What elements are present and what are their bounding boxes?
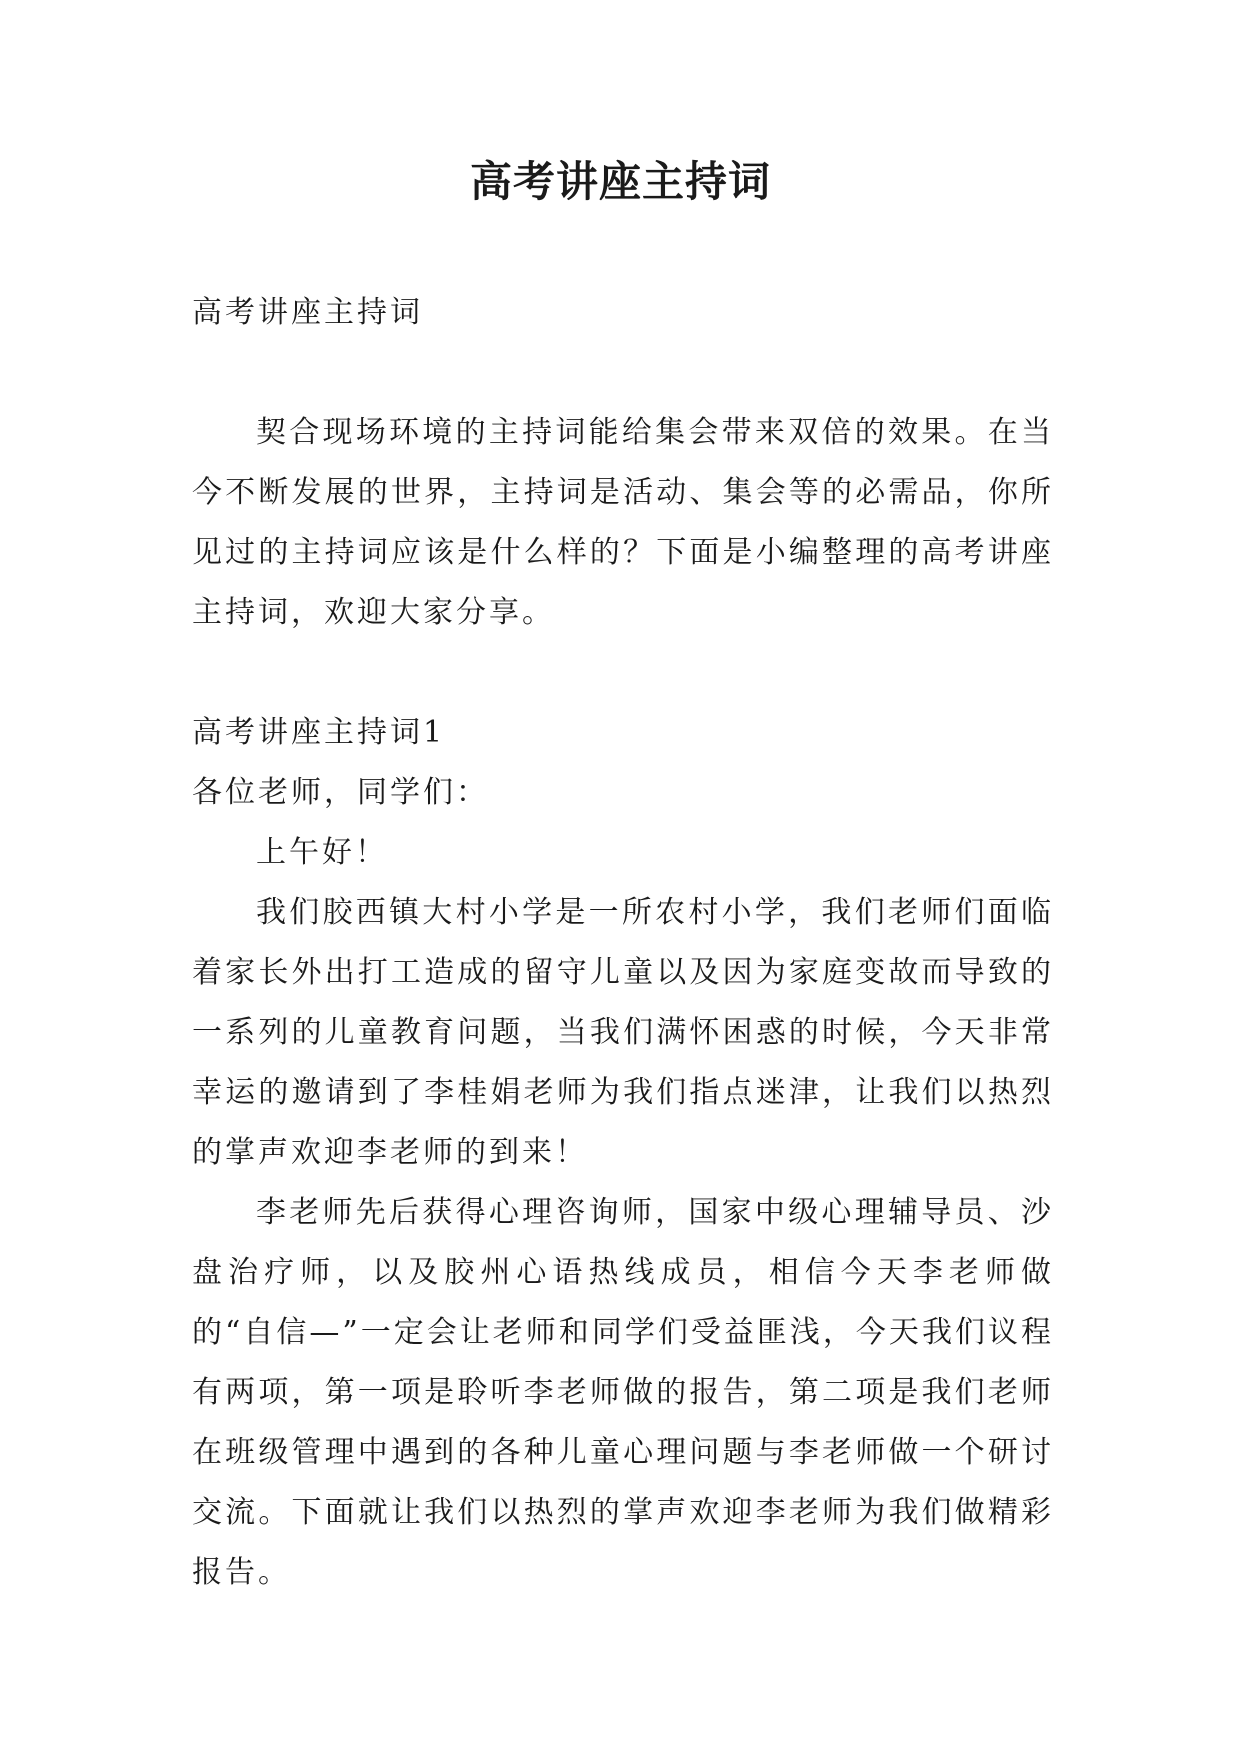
greeting-line: 各位老师，同学们： bbox=[192, 775, 489, 810]
document-title: 高考讲座主持词 bbox=[469, 157, 771, 206]
body-paragraph: 我们胶西镇大村小学是一所农村小学，我们老师们面临着家长外出打工造成的留守儿童以及因为家庭变故而导致的一系列的儿童教育问题，当我们满怀困惑的时候，今天非常幸运的邀请到了李桂娟老师为我们指点迷津，让我们以热烈的掌声欢迎李老师的到来！ bbox=[192, 895, 1054, 1170]
section-heading: 高考讲座主持词1 bbox=[192, 715, 446, 750]
salutation-line: 上午好！ bbox=[256, 835, 388, 870]
document-subtitle: 高考讲座主持词 bbox=[192, 295, 423, 330]
body-paragraph: 李老师先后获得心理咨询师，国家中级心理辅导员、沙盘治疗师，以及胶州心语热线成员，相信今天李老师做的“自信—”一定会让老师和同学们受益匪浅，今天我们议程有两项，第一项是聆听李老师做的报告，第二项是我们老师在班级管理中遇到的各种儿童心理问题与李老师做一个研讨交流。下面就让我们以热烈的掌声欢迎李老师为我们做精彩报告。 bbox=[192, 1195, 1054, 1590]
document-body bbox=[192, 283, 1054, 1603]
intro-paragraph: 契合现场环境的主持词能给集会带来双倍的效果。在当今不断发展的世界，主持词是活动、集会等的必需品，你所见过的主持词应该是什么样的？下面是小编整理的高考讲座主持词，欢迎大家分享。 bbox=[192, 415, 1054, 630]
